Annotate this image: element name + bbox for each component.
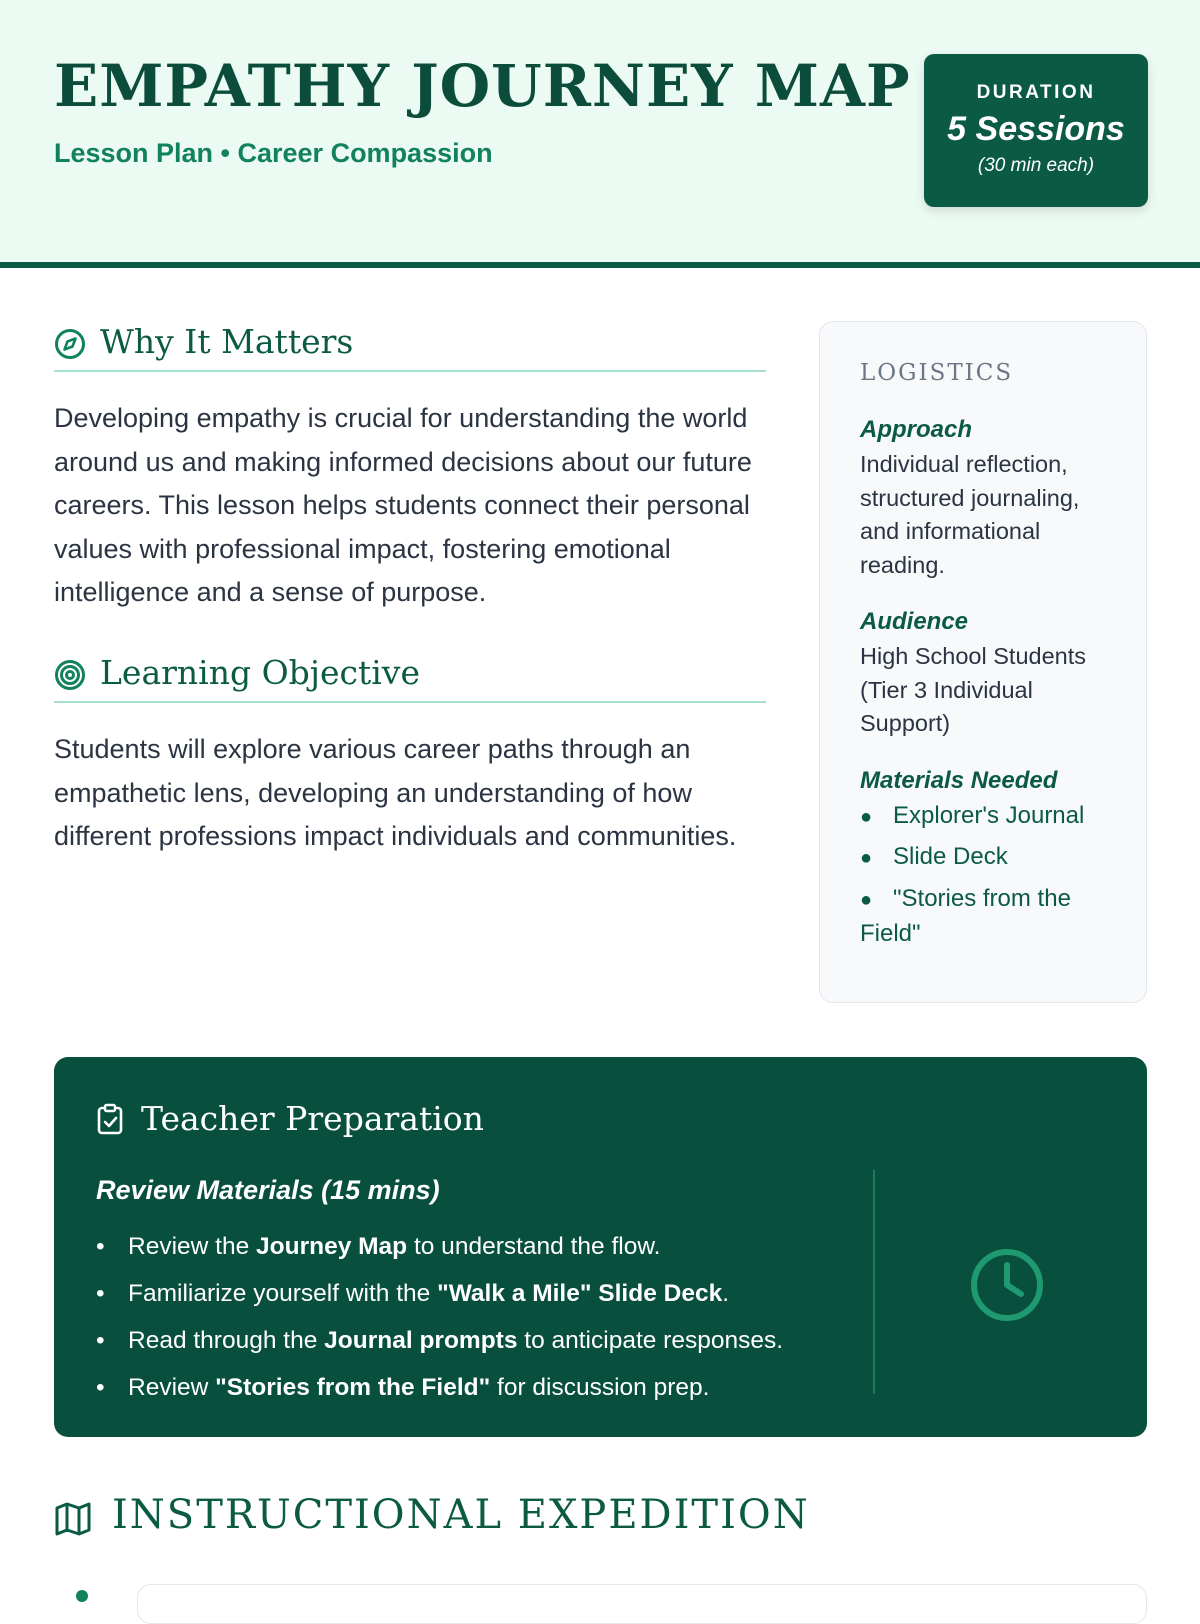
duration-note: (30 min each) bbox=[977, 155, 1095, 176]
learning-objective-heading bbox=[54, 651, 766, 703]
timeline-dot bbox=[76, 1590, 88, 1602]
preparation-item: • Familiarize yourself with the "Walk a Mile" Slide Deck. bbox=[96, 1280, 730, 1307]
duration-badge bbox=[924, 54, 1148, 207]
logistics-panel bbox=[819, 321, 1147, 1003]
audience-text: High School Students (Tier 3 Individual Support) bbox=[860, 643, 1087, 736]
approach-text: Individual reflection, structured journaling, and informational reading. bbox=[860, 451, 1080, 578]
preparation-item: • Read through the Journal prompts to anticipate responses. bbox=[96, 1327, 784, 1354]
learning-objective-title: Learning Objective bbox=[100, 653, 420, 692]
duration-label: DURATION bbox=[976, 82, 1096, 103]
approach-label: Approach bbox=[860, 416, 973, 443]
teacher-preparation-card bbox=[54, 1057, 1147, 1437]
teacher-preparation-title: Teacher Preparation bbox=[141, 1099, 484, 1138]
logistics-title: LOGISTICS bbox=[860, 360, 1014, 386]
compass-icon bbox=[54, 328, 86, 360]
instructional-expedition-title: INSTRUCTIONAL EXPEDITION bbox=[112, 1492, 810, 1538]
materials-item: ● "Stories from the Field" bbox=[860, 884, 1071, 947]
audience-label: Audience bbox=[860, 608, 969, 635]
preparation-item: • Review "Stories from the Field" for discussion prep. bbox=[96, 1374, 710, 1401]
duration-value: 5 Sessions bbox=[947, 110, 1125, 148]
prep-divider bbox=[873, 1170, 875, 1394]
page-title: EMPATHY JOURNEY MAP bbox=[54, 52, 911, 120]
materials-item: ● Explorer's Journal bbox=[860, 801, 1085, 829]
clock-icon bbox=[967, 1245, 1047, 1325]
why-it-matters-text: Developing empathy is crucial for understanding the world around us and making informed decisions about our future careers. This lesson helps students connect their personal values with professional impact, fostering emotional intelligence and a sense of purpose. bbox=[54, 403, 752, 607]
why-it-matters-heading bbox=[54, 320, 766, 372]
preparation-item: • Review the Journey Map to understand the flow. bbox=[96, 1233, 661, 1260]
learning-objective-text: Students will explore various career paths through an empathetic lens, developing an understanding of how different professions impact individuals and communities. bbox=[54, 734, 737, 851]
materials-list bbox=[860, 799, 1114, 951]
timeline-card bbox=[137, 1584, 1147, 1624]
materials-label: Materials Needed bbox=[860, 766, 1058, 794]
target-icon bbox=[54, 659, 86, 691]
page-header bbox=[0, 0, 1200, 268]
page-subtitle: Lesson Plan • Career Compassion bbox=[54, 138, 493, 168]
why-it-matters-title: Why It Matters bbox=[100, 322, 354, 361]
clipboard-check-icon bbox=[96, 1103, 124, 1135]
map-icon bbox=[54, 1502, 92, 1536]
review-materials-subtitle: Review Materials (15 mins) bbox=[96, 1175, 440, 1205]
preparation-list bbox=[96, 1223, 783, 1411]
materials-item: ● Slide Deck bbox=[860, 843, 1008, 870]
